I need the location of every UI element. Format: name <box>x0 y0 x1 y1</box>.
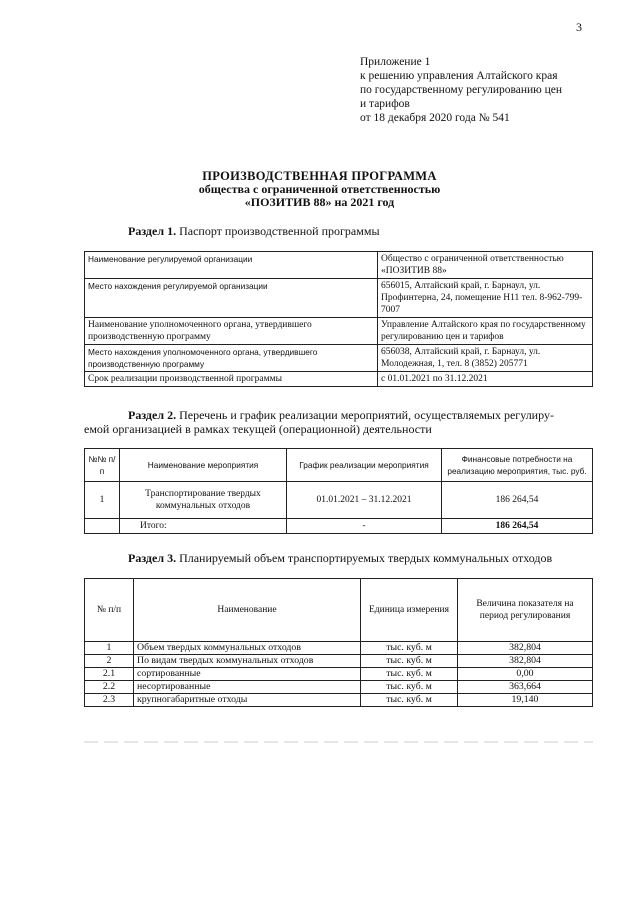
table-cell: тыс. куб. м <box>361 681 458 694</box>
table-cell-value: 656038, Алтайский край, г. Барнаул, ул. Молодежная, 1, тел. 8 (3852) 205771 <box>378 345 593 372</box>
table-cell: 2.1 <box>85 668 134 681</box>
table-cell: сортированные <box>134 668 361 681</box>
section2-heading-cont: емой организацией в рамках текущей (операционной) деятельности <box>84 422 432 436</box>
header-cell: № п/п <box>85 579 134 642</box>
table-cell: тыс. куб. м <box>361 642 458 655</box>
table-cell-label: Место нахождения регулируемой организации <box>85 279 378 318</box>
page-number: 3 <box>576 20 582 34</box>
table-cell: 1 <box>85 482 120 519</box>
table-row <box>85 279 593 318</box>
table-cell: крупногабаритные отходы <box>134 694 361 707</box>
section1-title: Паспорт производственной программы <box>176 224 380 238</box>
table-row <box>85 655 593 668</box>
header-cell: Величина показателя на период регулирования <box>458 579 593 642</box>
section1-heading <box>128 224 380 238</box>
table-cell: тыс. куб. м <box>361 655 458 668</box>
header-cell: График реализации мероприятия <box>287 449 442 482</box>
header-cell: Финансовые потребности на реализацию мероприятия, тыс. руб. <box>442 449 593 482</box>
section2-heading <box>84 408 593 422</box>
table-cell: 1 <box>85 642 134 655</box>
table-cell-value: Общество с ограниченной ответственностью «ПОЗИТИВ 88» <box>378 252 593 279</box>
table-cell-label: Наименование регулируемой организации <box>85 252 378 279</box>
total-schedule: - <box>287 519 442 534</box>
section2-title: Перечень и график реализации мероприятий, осуществляемых регулиру- <box>176 408 554 422</box>
volume-table <box>84 578 593 707</box>
table-cell-label: Наименование уполномоченного органа, утвердившего производственную программу <box>85 318 378 345</box>
table-cell: тыс. куб. м <box>361 694 458 707</box>
total-amount: 186 264,54 <box>442 519 593 534</box>
table-cell: 0,00 <box>458 668 593 681</box>
header-cell: №№ п/п <box>85 449 120 482</box>
table-cell: 363,664 <box>458 681 593 694</box>
total-label: Итого: <box>120 519 287 534</box>
appendix-line: от 18 декабря 2020 года № 541 <box>360 112 510 124</box>
table-cell: 19,140 <box>458 694 593 707</box>
title-line: «ПОЗИТИВ 88» на 2021 год <box>244 195 395 209</box>
table-cell-value: Управление Алтайского края по государственному регулированию цен и тарифов <box>378 318 593 345</box>
appendix-block <box>360 55 562 125</box>
faint-scan-line <box>84 741 593 743</box>
table-row <box>85 694 593 707</box>
table-cell: несортированные <box>134 681 361 694</box>
header-cell: Наименование <box>134 579 361 642</box>
table-cell: 2.3 <box>85 694 134 707</box>
table-cell: 186 264,54 <box>442 482 593 519</box>
section2-number: Раздел 2. <box>128 408 177 422</box>
table-cell <box>85 519 120 534</box>
table-cell-value: 656015, Алтайский край, г. Барнаул, ул. Профинтерна, 24, помещение Н11 тел. 8-962-799-7007 <box>378 279 593 318</box>
table-row <box>85 345 593 372</box>
document-title <box>0 170 639 209</box>
table-cell-value: с 01.01.2021 по 31.12.2021 <box>378 372 593 387</box>
appendix-line: к решению управления Алтайского края <box>360 70 558 82</box>
appendix-line: и тарифов <box>360 98 410 110</box>
appendix-line: по государственному регулированию цен <box>360 84 563 96</box>
table-cell: тыс. куб. м <box>361 668 458 681</box>
table-row <box>85 642 593 655</box>
section3-heading <box>128 551 552 565</box>
table-row <box>85 252 593 279</box>
passport-table <box>84 251 593 387</box>
table-row <box>85 482 593 519</box>
table-row <box>85 318 593 345</box>
table-cell: 2.2 <box>85 681 134 694</box>
header-cell: Наименование мероприятия <box>120 449 287 482</box>
title-line: общества с ограниченной ответственностью <box>198 182 441 196</box>
table-cell: 01.01.2021 – 31.12.2021 <box>287 482 442 519</box>
table-row <box>85 668 593 681</box>
table-total-row <box>85 519 593 534</box>
section3-number: Раздел 3. <box>128 551 177 565</box>
activities-table <box>84 448 593 534</box>
table-row <box>85 681 593 694</box>
table-cell-label: Срок реализации производственной программы <box>85 372 378 387</box>
table-header-row <box>85 449 593 482</box>
section1-number: Раздел 1. <box>128 224 177 238</box>
section3-title: Планируемый объем транспортируемых твердых коммунальных отходов <box>176 551 553 565</box>
table-cell: 382,804 <box>458 642 593 655</box>
table-cell: По видам твердых коммунальных отходов <box>134 655 361 668</box>
table-cell: 382,804 <box>458 655 593 668</box>
table-header-row <box>85 579 593 642</box>
table-cell: 2 <box>85 655 134 668</box>
title-line: ПРОИЗВОДСТВЕННАЯ ПРОГРАММА <box>202 169 437 183</box>
appendix-line: Приложение 1 <box>360 56 431 68</box>
table-cell: Объем твердых коммунальных отходов <box>134 642 361 655</box>
table-cell-label: Место нахождения уполномоченного органа, утвердившего производственную программу <box>85 345 378 372</box>
table-row <box>85 372 593 387</box>
table-cell: Транспортирование твердых коммунальных отходов <box>120 482 287 519</box>
header-cell: Единица измерения <box>361 579 458 642</box>
